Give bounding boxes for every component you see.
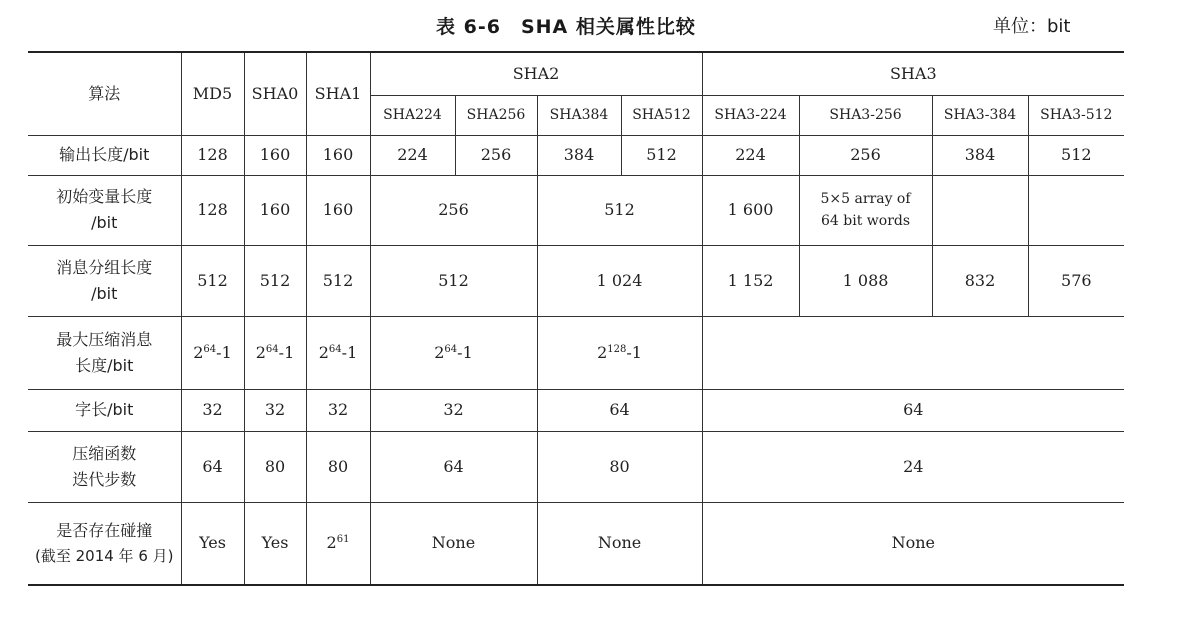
row-label-line2: (截至 2014 年 6 月) [35, 547, 174, 566]
cell-sha384: 384 [537, 135, 621, 175]
header-algo: 算法 [28, 52, 181, 135]
cell-sha384-512: 64 [537, 389, 702, 431]
row-label [28, 316, 181, 389]
cell-md5: 64 [181, 431, 244, 502]
power-base: 2 [318, 342, 329, 362]
power-exponent: 64 [444, 343, 458, 355]
header-row-1 [28, 52, 1124, 95]
power-base: 2 [193, 342, 204, 362]
header-sha256: SHA256 [455, 95, 537, 135]
row-label-line2: /bit [91, 213, 118, 232]
cell-sha0: 32 [244, 389, 306, 431]
cell-sha3-512: 512 [1028, 135, 1124, 175]
cell-sha256: 256 [455, 135, 537, 175]
cell-md5: 32 [181, 389, 244, 431]
row-output-length [28, 135, 1124, 175]
cell-sha1 [306, 316, 370, 389]
header-sha3: SHA3 [702, 52, 1124, 95]
row-label-line1: 是否存在碰撞 [56, 521, 153, 541]
cell-sha0: 160 [244, 175, 306, 245]
cell-sha3-384: 384 [932, 135, 1028, 175]
cell-sha3-256: 1 088 [799, 245, 932, 316]
row-collision [28, 502, 1124, 585]
cell-sha3-224: 1 152 [702, 245, 799, 316]
header-sha3-512: SHA3-512 [1028, 95, 1124, 135]
power-minus: -1 [216, 342, 232, 362]
cell-md5 [181, 316, 244, 389]
cell-line1: 5×5 array of [820, 190, 911, 207]
row-label-line1: 压缩函数 [72, 443, 137, 463]
power-base: 2 [255, 342, 266, 362]
cell-line2: 64 bit words [821, 213, 911, 229]
power-minus: -1 [278, 342, 295, 362]
row-label-line1: 初始变量长度 [56, 187, 153, 207]
power-base: 2 [434, 342, 445, 362]
cell-sha3: 64 [702, 389, 1124, 431]
sha-comparison-table [28, 51, 1124, 586]
table-title: 表 6-6 SHA 相关属性比较 [436, 16, 696, 38]
cell-sha1: 160 [306, 175, 370, 245]
cell-sha0: Yes [244, 502, 306, 585]
cell-sha3-224: 224 [702, 135, 799, 175]
cell-sha3: 24 [702, 431, 1124, 502]
cell-sha384-512: 80 [537, 431, 702, 502]
cell-sha3-224: 1 600 [702, 175, 799, 245]
power-exponent: 64 [328, 343, 342, 355]
row-label: 字长/bit [28, 389, 181, 431]
header-sha512: SHA512 [621, 95, 702, 135]
cell-sha224-256: 32 [370, 389, 537, 431]
row-label-line2: 长度/bit [75, 355, 134, 375]
cell-md5: 128 [181, 175, 244, 245]
header-sha1: SHA1 [306, 52, 370, 135]
row-label-line1: 最大压缩消息 [56, 329, 153, 349]
cell-sha3: None [702, 502, 1124, 585]
cell-sha3-384 [932, 175, 1028, 245]
header-md5: MD5 [181, 52, 244, 135]
row-label: 输出长度/bit [28, 135, 181, 175]
row-label [28, 175, 181, 245]
cell-sha3-512: 576 [1028, 245, 1124, 316]
cell-md5: 512 [181, 245, 244, 316]
cell-sha512: 512 [621, 135, 702, 175]
cell-sha0: 160 [244, 135, 306, 175]
cell-sha0: 512 [244, 245, 306, 316]
power-exponent: 61 [336, 534, 350, 546]
cell-sha0: 80 [244, 431, 306, 502]
row-word-size [28, 389, 1124, 431]
header-sha384: SHA384 [537, 95, 621, 135]
row-label [28, 502, 181, 585]
row-rounds [28, 431, 1124, 502]
cell-sha224: 224 [370, 135, 455, 175]
cell-sha1 [306, 502, 370, 585]
header-sha3-256: SHA3-256 [799, 95, 932, 135]
row-iv-length [28, 175, 1124, 245]
cell-md5: Yes [181, 502, 244, 585]
cell-sha384-512: 512 [537, 175, 702, 245]
table-caption [0, 10, 1192, 40]
power-exponent: 128 [607, 343, 627, 355]
row-block-length [28, 245, 1124, 316]
power-minus: -1 [457, 342, 473, 362]
cell-sha224-256: 512 [370, 245, 537, 316]
header-sha0: SHA0 [244, 52, 306, 135]
power-exponent: 64 [203, 343, 217, 355]
cell-sha224-256 [370, 316, 537, 389]
row-label-line1: 消息分组长度 [56, 257, 153, 277]
cell-sha3-512 [1028, 175, 1124, 245]
cell-sha3-256 [799, 175, 932, 245]
header-sha224: SHA224 [370, 95, 455, 135]
row-label-line2: /bit [91, 283, 118, 303]
cell-sha384-512: None [537, 502, 702, 585]
cell-sha1: 32 [306, 389, 370, 431]
cell-md5: 128 [181, 135, 244, 175]
cell-sha384-512 [537, 316, 702, 389]
table-unit: 单位：bit [993, 16, 1071, 37]
cell-sha384-512: 1 024 [537, 245, 702, 316]
power-minus: -1 [626, 342, 642, 362]
header-sha2: SHA2 [370, 52, 702, 95]
power-base: 2 [326, 533, 337, 553]
row-label-line2: 迭代步数 [72, 469, 137, 489]
power-exponent: 64 [265, 343, 279, 355]
header-sha3-384: SHA3-384 [932, 95, 1028, 135]
cell-sha1: 160 [306, 135, 370, 175]
cell-sha224-256: 256 [370, 175, 537, 245]
power-base: 2 [597, 342, 608, 362]
cell-sha1: 512 [306, 245, 370, 316]
row-label [28, 245, 181, 316]
row-max-length [28, 316, 1124, 389]
cell-sha3-384: 832 [932, 245, 1028, 316]
cell-sha224-256: None [370, 502, 537, 585]
power-minus: -1 [341, 342, 358, 362]
cell-sha0 [244, 316, 306, 389]
cell-sha1: 80 [306, 431, 370, 502]
cell-sha3 [702, 316, 1124, 389]
header-sha3-224: SHA3-224 [702, 95, 799, 135]
cell-sha3-256: 256 [799, 135, 932, 175]
row-label [28, 431, 181, 502]
cell-sha224-256: 64 [370, 431, 537, 502]
